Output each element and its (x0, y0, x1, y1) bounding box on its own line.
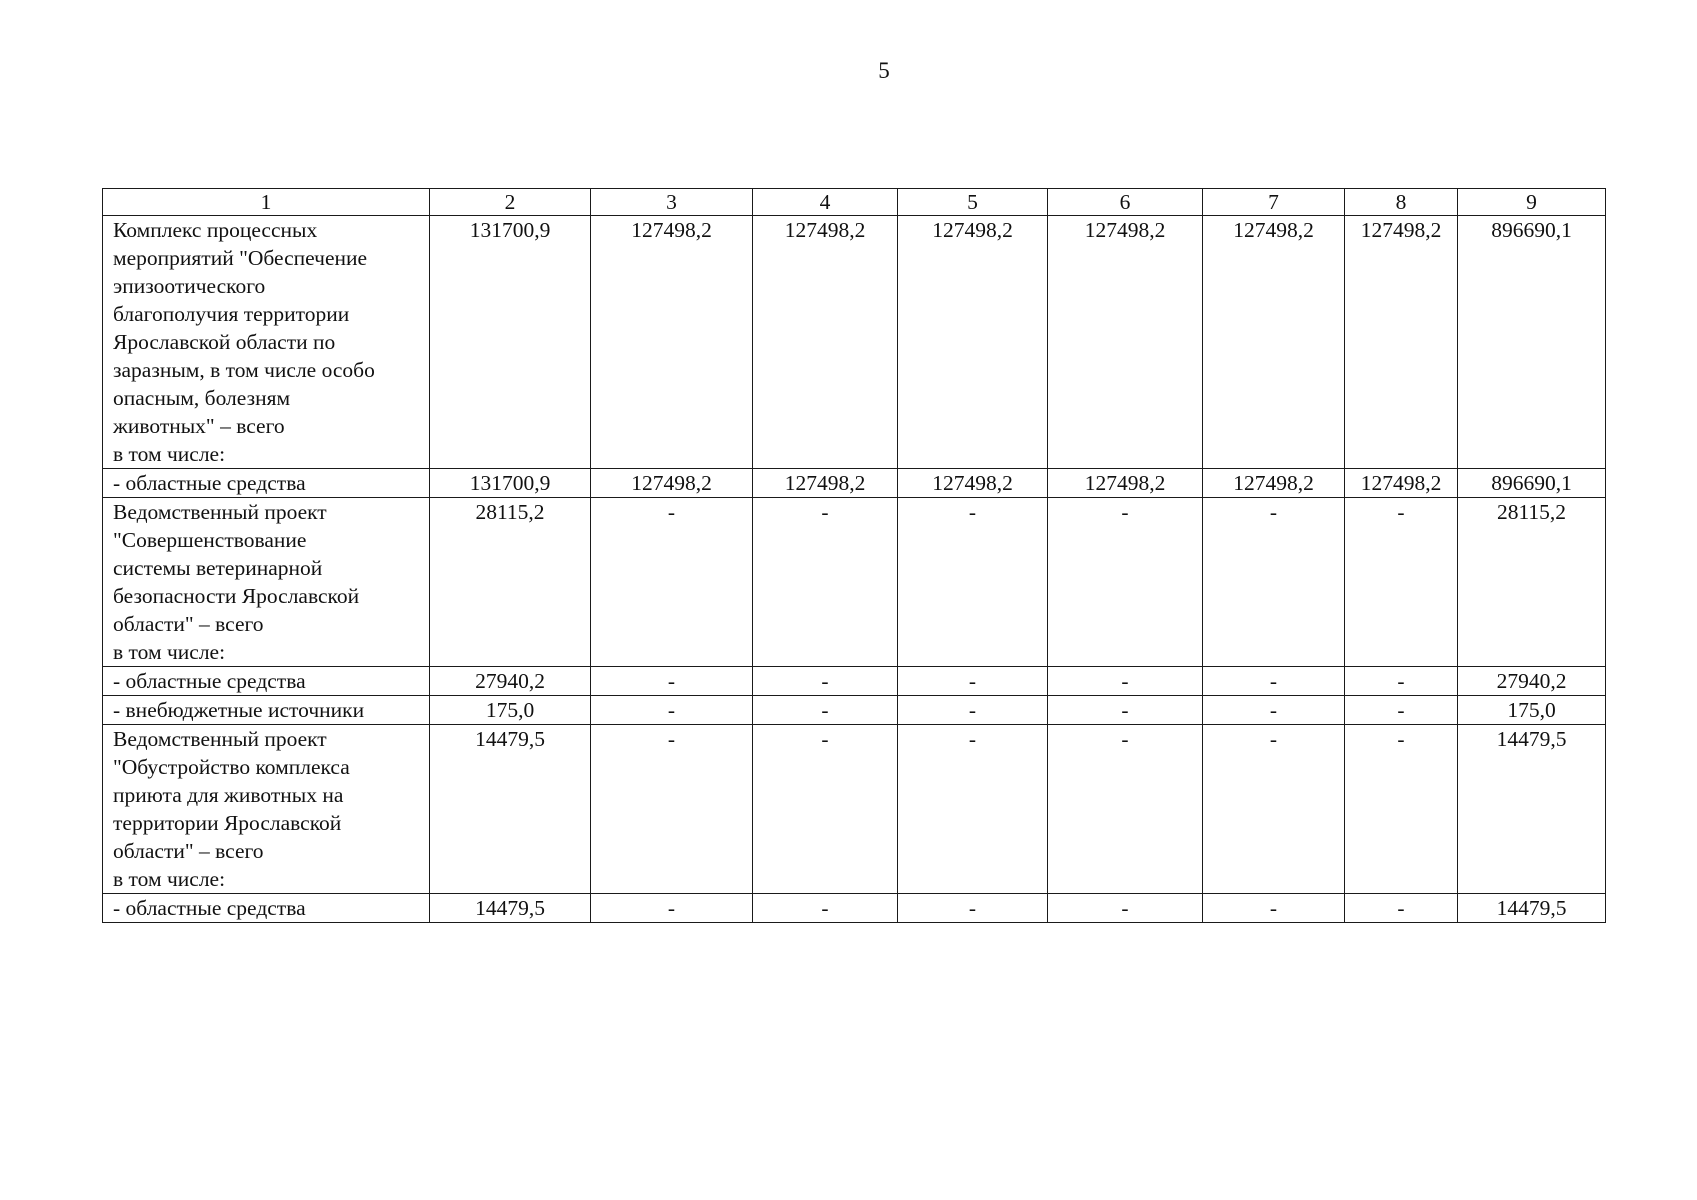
value-cell: 127498,2 (591, 469, 753, 498)
row-name-cell (103, 498, 430, 667)
value-cell: 127498,2 (1345, 469, 1458, 498)
value-cell: 131700,9 (430, 469, 591, 498)
value-cell: - (591, 894, 753, 923)
row-name-line: приюта для животных на (113, 783, 344, 807)
value-cell: - (753, 894, 898, 923)
row-name-line: безопасности Ярославской (113, 584, 360, 608)
value-cell: 127498,2 (898, 469, 1048, 498)
value-cell: 14479,5 (430, 894, 591, 923)
value-cell: 127498,2 (753, 469, 898, 498)
table-row-section (103, 498, 1606, 667)
value-cell: - (591, 725, 753, 894)
table-row-section (103, 725, 1606, 894)
row-name-line: области" – всего (113, 839, 264, 863)
column-number: 3 (591, 189, 753, 216)
page-number: 5 (878, 58, 890, 83)
value-cell: - (1345, 696, 1458, 725)
column-number: 7 (1203, 189, 1345, 216)
row-name-line: благополучия территории (113, 302, 350, 326)
table-row-source (103, 894, 1606, 923)
value-cell: - (1048, 696, 1203, 725)
table-body (103, 189, 1606, 923)
row-name-line: "Обустройство комплекса (113, 755, 350, 779)
value-cell: - (1345, 894, 1458, 923)
value-cell: - (1048, 498, 1203, 667)
value-cell: 28115,2 (1458, 498, 1606, 667)
column-number: 8 (1345, 189, 1458, 216)
row-name-line: Ярославской области по (113, 330, 336, 354)
value-cell: - (1203, 725, 1345, 894)
value-cell: 127498,2 (753, 216, 898, 469)
table-row-section (103, 216, 1606, 469)
row-name-line: мероприятий "Обеспечение (113, 246, 368, 270)
value-cell: 896690,1 (1458, 216, 1606, 469)
table-row-source (103, 696, 1606, 725)
row-name-line: Ведомственный проект (113, 500, 327, 524)
column-number: 9 (1458, 189, 1606, 216)
value-cell: - (1203, 696, 1345, 725)
value-cell: 27940,2 (1458, 667, 1606, 696)
row-name-line: в том числе: (113, 442, 226, 466)
value-cell: - (898, 667, 1048, 696)
value-cell: 127498,2 (898, 216, 1048, 469)
row-name-cell: - внебюджетные источники (103, 696, 430, 725)
value-cell: 131700,9 (430, 216, 591, 469)
value-cell: 175,0 (1458, 696, 1606, 725)
value-cell: - (753, 498, 898, 667)
value-cell: - (1048, 894, 1203, 923)
row-name-cell (103, 725, 430, 894)
value-cell: - (898, 894, 1048, 923)
value-cell: - (591, 696, 753, 725)
row-name-line: системы ветеринарной (113, 556, 323, 580)
funding-table (102, 188, 1606, 923)
value-cell: 127498,2 (1203, 216, 1345, 469)
row-name-cell: - областные средства (103, 894, 430, 923)
value-cell: 14479,5 (1458, 725, 1606, 894)
row-name-line: заразным, в том числе особо (113, 358, 375, 382)
row-name-line: Комплекс процессных (113, 218, 318, 242)
column-number: 5 (898, 189, 1048, 216)
column-number: 6 (1048, 189, 1203, 216)
value-cell: - (591, 498, 753, 667)
value-cell: - (1203, 667, 1345, 696)
row-name-line: эпизоотического (113, 274, 266, 298)
column-number: 2 (430, 189, 591, 216)
row-name-cell (103, 216, 430, 469)
row-name-line: животных" – всего (113, 414, 285, 438)
value-cell: 14479,5 (430, 725, 591, 894)
column-number-row (103, 189, 1606, 216)
row-name-cell: - областные средства (103, 667, 430, 696)
value-cell: - (1203, 498, 1345, 667)
value-cell: - (753, 725, 898, 894)
table-row-source (103, 667, 1606, 696)
value-cell: 28115,2 (430, 498, 591, 667)
value-cell: 896690,1 (1458, 469, 1606, 498)
value-cell: 127498,2 (1203, 469, 1345, 498)
value-cell: - (753, 667, 898, 696)
row-name-line: в том числе: (113, 867, 226, 891)
value-cell: - (898, 725, 1048, 894)
value-cell: - (898, 498, 1048, 667)
row-name-cell: - областные средства (103, 469, 430, 498)
value-cell: 14479,5 (1458, 894, 1606, 923)
value-cell: - (1345, 725, 1458, 894)
value-cell: - (1048, 667, 1203, 696)
value-cell: 127498,2 (1048, 469, 1203, 498)
row-name-line: Ведомственный проект (113, 727, 327, 751)
value-cell: - (1203, 894, 1345, 923)
row-name-line: области" – всего (113, 612, 264, 636)
value-cell: - (1345, 498, 1458, 667)
value-cell: 127498,2 (1345, 216, 1458, 469)
column-number: 1 (103, 189, 430, 216)
value-cell: 127498,2 (1048, 216, 1203, 469)
table-row-source (103, 469, 1606, 498)
row-name-line: опасным, болезням (113, 386, 291, 410)
value-cell: - (1048, 725, 1203, 894)
row-name-line: в том числе: (113, 640, 226, 664)
value-cell: - (753, 696, 898, 725)
row-name-line: территории Ярославской (113, 811, 342, 835)
value-cell: - (898, 696, 1048, 725)
value-cell: 175,0 (430, 696, 591, 725)
value-cell: - (1345, 667, 1458, 696)
row-name-line: "Совершенствование (113, 528, 307, 552)
value-cell: 27940,2 (430, 667, 591, 696)
column-number: 4 (753, 189, 898, 216)
value-cell: 127498,2 (591, 216, 753, 469)
value-cell: - (591, 667, 753, 696)
